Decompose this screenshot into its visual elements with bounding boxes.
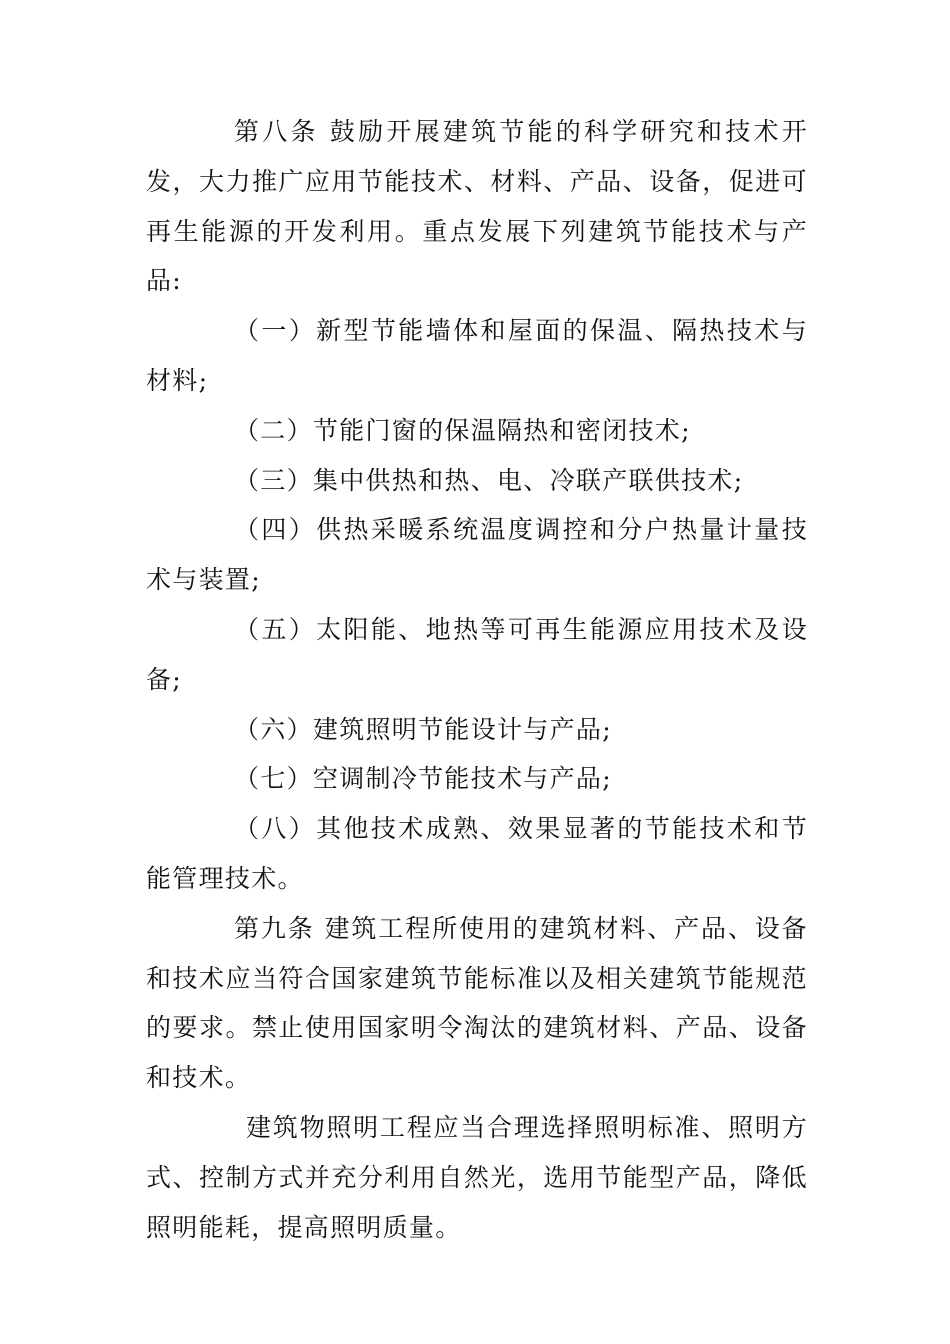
list-item-5: （五）太阳能、地热等可再生能源应用技术及设备;	[146, 614, 808, 694]
list-item-8: （八）其他技术成熟、效果显著的节能技术和节能管理技术。	[146, 814, 808, 893]
list-item-3: （三）集中供热和热、电、冷联产联供技术;	[234, 465, 744, 495]
document-body	[146, 107, 808, 1252]
list-item-7: （七）空调制冷节能技术与产品;	[234, 764, 612, 794]
article-9-paragraph: 第九条 建筑工程所使用的建筑材料、产品、设备和技术应当符合国家建筑节能标准以及相关建筑节能规范的要求。禁止使用国家明令淘汰的建筑材料、产品、设备和技术。	[146, 913, 808, 1093]
list-item-6: （六）建筑照明节能设计与产品;	[234, 714, 612, 744]
list-item-2: （二）节能门窗的保温隔热和密闭技术;	[234, 415, 691, 445]
list-item-4: （四）供热采暖系统温度调控和分户热量计量技术与装置;	[146, 515, 808, 595]
article-8-paragraph: 第八条 鼓励开展建筑节能的科学研究和技术开发，大力推广应用节能技术、材料、产品、设备，促进可再生能源的开发利用。重点发展下列建筑节能技术与产品:	[146, 117, 808, 296]
lighting-paragraph: 建筑物照明工程应当合理选择照明标准、照明方式、控制方式并充分利用自然光，选用节能型产品，降低照明能耗，提高照明质量。	[146, 1112, 808, 1242]
list-item-1: （一）新型节能墙体和屋面的保温、隔热技术与材料;	[146, 316, 808, 395]
